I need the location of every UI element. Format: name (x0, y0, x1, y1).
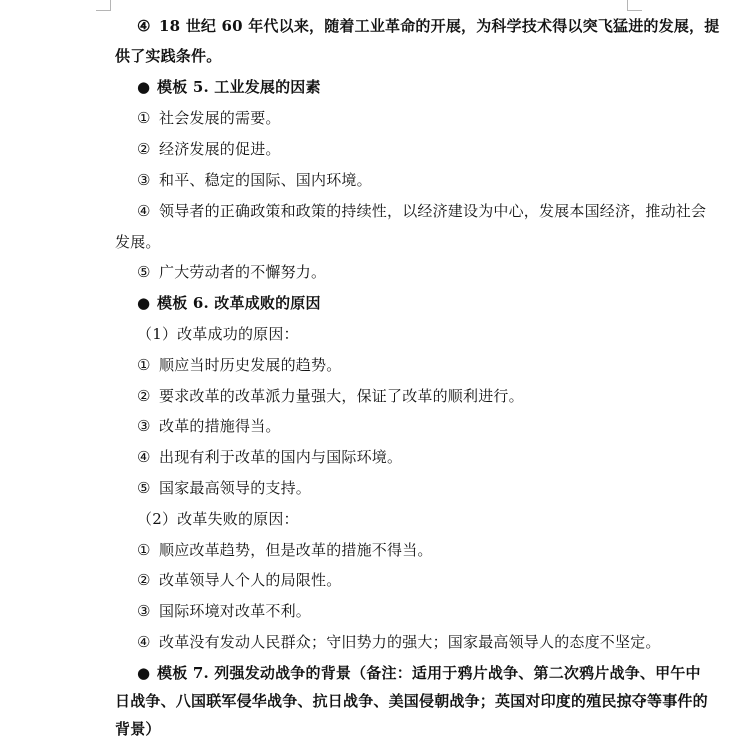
list-number: ③ (137, 171, 151, 189)
list-number: ① (137, 109, 151, 127)
line-text: 顺应当时历史发展的趋势。 (159, 356, 342, 374)
section-heading (137, 77, 321, 97)
section-heading (137, 663, 701, 683)
list-item (137, 632, 661, 652)
text-line (115, 691, 708, 711)
line-text: 顺应改革趋势，但是改革的措施不得当。 (159, 541, 433, 559)
subsection-heading (137, 509, 299, 529)
line-text: 和平、稳定的国际、国内环境。 (159, 171, 372, 189)
list-item (137, 170, 372, 190)
line-text: 18 世纪 60 年代以来，随着工业革命的开展，为科学技术得以突飞猛进的发展，提 (159, 17, 720, 35)
list-number: ④ (137, 633, 151, 651)
list-item (137, 416, 281, 436)
text-line (115, 46, 221, 66)
page-corner-mark-right (627, 0, 642, 11)
line-text: 国家最高领导的支持。 (159, 479, 312, 497)
bullet-icon: ● (137, 294, 151, 312)
list-number: ② (137, 140, 151, 158)
list-number: ① (137, 356, 151, 374)
list-number: ⑤ (137, 263, 151, 281)
list-item (137, 540, 433, 560)
line-text: 日战争、八国联军侵华战争、抗日战争、美国侵朝战争；英国对印度的殖民掠夺等事件的 (115, 692, 708, 710)
list-number: ③ (137, 417, 151, 435)
line-text: 广大劳动者的不懈努力。 (159, 263, 327, 281)
text-line (137, 16, 719, 36)
line-text: 国际环境对改革不利。 (159, 602, 312, 620)
line-text: 供了实践条件。 (115, 47, 222, 65)
list-item (137, 601, 311, 621)
line-text: 领导者的正确政策和政策的持续性，以经济建设为中心，发展本国经济，推动社会 (159, 202, 707, 220)
page-corner-mark-left (96, 0, 111, 11)
list-item (137, 447, 402, 467)
list-item (137, 570, 341, 590)
list-number: ① (137, 541, 151, 559)
line-text: 发展。 (115, 233, 161, 251)
bullet-icon: ● (137, 78, 151, 96)
list-number: ④ (137, 17, 151, 35)
list-number: ② (137, 387, 151, 405)
list-item (137, 355, 341, 375)
list-item (137, 139, 281, 159)
line-text: 经济发展的促进。 (159, 140, 281, 158)
list-number: ③ (137, 602, 151, 620)
list-item (137, 478, 311, 498)
list-number: ④ (137, 448, 151, 466)
line-text: 社会发展的需要。 (159, 109, 281, 127)
line-text: 模板 5. 工业发展的因素 (157, 78, 321, 96)
list-number: ② (137, 571, 151, 589)
line-text: 背景） (115, 720, 161, 738)
line-text: 改革领导人个人的局限性。 (159, 571, 342, 589)
list-item (137, 262, 326, 282)
line-text: （1）改革成功的原因： (137, 325, 299, 343)
list-item (137, 108, 281, 128)
bullet-icon: ● (137, 664, 151, 682)
list-item (137, 201, 706, 221)
line-text: 要求改革的改革派力量强大，保证了改革的顺利进行。 (159, 387, 524, 405)
section-heading (137, 293, 321, 313)
text-line (115, 232, 161, 252)
line-text: 出现有利于改革的国内与国际环境。 (159, 448, 403, 466)
line-text: （2）改革失败的原因： (137, 510, 299, 528)
list-number: ⑤ (137, 479, 151, 497)
line-text: 模板 7. 列强发动战争的背景（备注：适用于鸦片战争、第二次鸦片战争、甲午中 (157, 664, 701, 682)
list-number: ④ (137, 202, 151, 220)
line-text: 改革没有发动人民群众；守旧势力的强大；国家最高领导人的态度不坚定。 (159, 633, 661, 651)
list-item (137, 386, 524, 406)
text-line (115, 719, 161, 739)
line-text: 改革的措施得当。 (159, 417, 281, 435)
line-text: 模板 6. 改革成败的原因 (157, 294, 321, 312)
subsection-heading (137, 324, 299, 344)
